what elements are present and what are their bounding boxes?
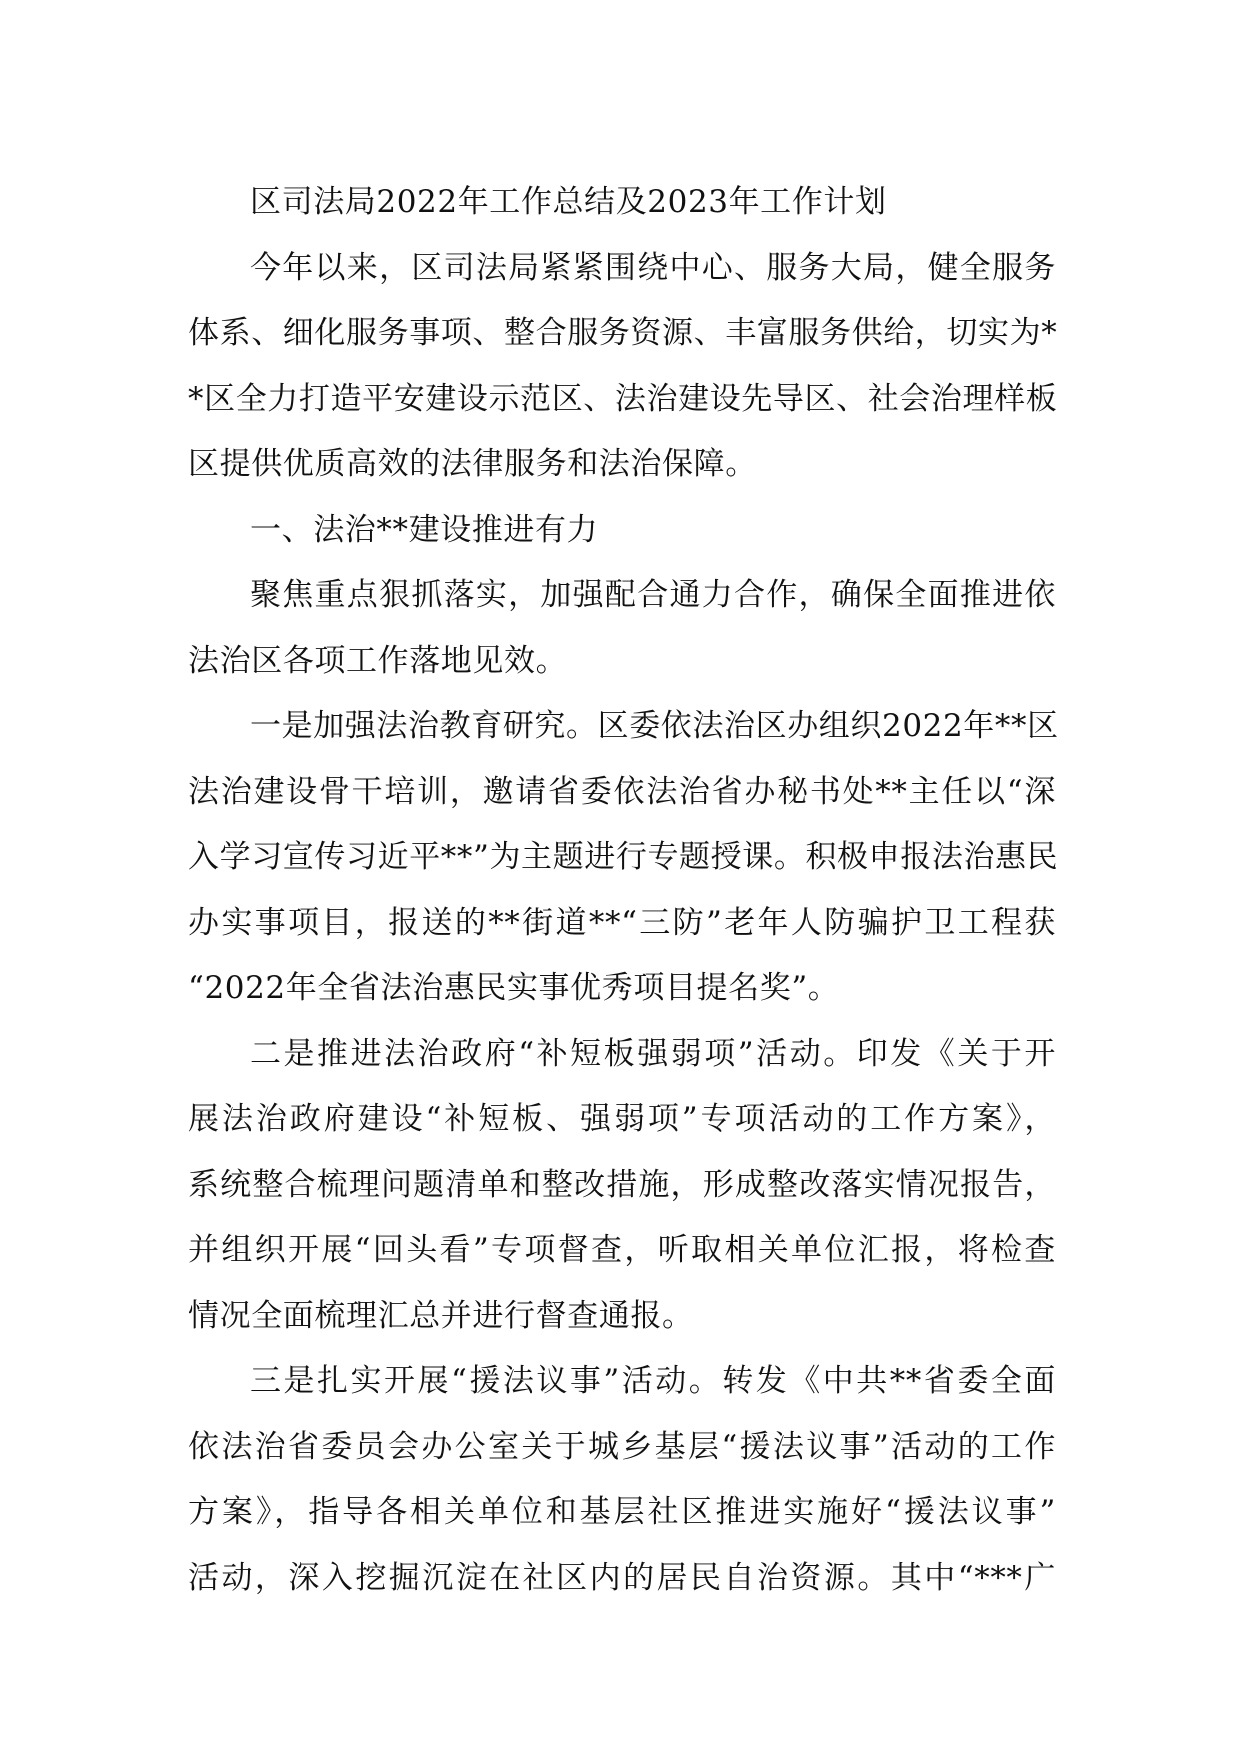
paragraph-line: 体系、细化服务事项、整合服务资源、丰富服务供给，切实为* xyxy=(188,315,1058,351)
paragraph-line: 并组织开展“回头看”专项督查，听取相关单位汇报，将检查 xyxy=(188,1232,1056,1268)
paragraph-line: 聚焦重点狠抓落实，加强配合通力合作，确保全面推进依 xyxy=(250,577,1056,613)
paragraph-line: 今年以来，区司法局紧紧围绕中心、服务大局，健全服务 xyxy=(250,249,1056,286)
paragraph-line: 三是扎实开展“援法议事”活动。转发《中共**省委全面 xyxy=(250,1363,1056,1399)
paragraph-line: 区提供优质高效的法律服务和法治保障。 xyxy=(188,446,757,482)
paragraph-line: 一是加强法治教育研究。区委依法治区办组织2022年**区 xyxy=(250,708,1059,744)
document-body xyxy=(188,170,1059,1611)
section-heading: 一、法治**建设推进有力 xyxy=(250,511,599,548)
paragraph-line: *区全力打造平安建设示范区、法治建设先导区、社会治理样板 xyxy=(188,380,1058,417)
paragraph-line: 活动，深入挖掘沉淀在社区内的居民自治资源。其中“***广 xyxy=(188,1559,1056,1596)
paragraph-line: 入学习宣传习近平**”为主题进行专题授课。积极申报法治惠民 xyxy=(188,839,1059,875)
paragraph-line: “2022年全省法治惠民实事优秀项目提名奖”。 xyxy=(188,970,840,1006)
paragraph-line: 依法治省委员会办公室关于城乡基层“援法议事”活动的工作 xyxy=(188,1428,1056,1465)
paragraph-line: 二是推进法治政府“补短板强弱项”活动。印发《关于开 xyxy=(250,1035,1056,1072)
paragraph-line: 法治建设骨干培训，邀请省委依法治省办秘书处**主任以“深 xyxy=(188,773,1056,810)
paragraph-line: 系统整合梳理问题清单和整改措施，形成整改落实情况报告， xyxy=(188,1166,1056,1203)
paragraph-line: 方案》，指导各相关单位和基层社区推进实施好“援法议事” xyxy=(188,1494,1056,1530)
paragraph-line: 办实事项目，报送的**街道**“三防”老年人防骗护卫工程获 xyxy=(188,904,1056,941)
document-title: 区司法局2022年工作总结及2023年工作计划 xyxy=(250,184,887,220)
paragraph-line: 展法治政府建设“补短板、强弱项”专项活动的工作方案》， xyxy=(188,1101,1056,1137)
paragraph-line: 法治区各项工作落地见效。 xyxy=(188,642,568,679)
paragraph-line: 情况全面梳理汇总并进行督查通报。 xyxy=(188,1297,694,1334)
